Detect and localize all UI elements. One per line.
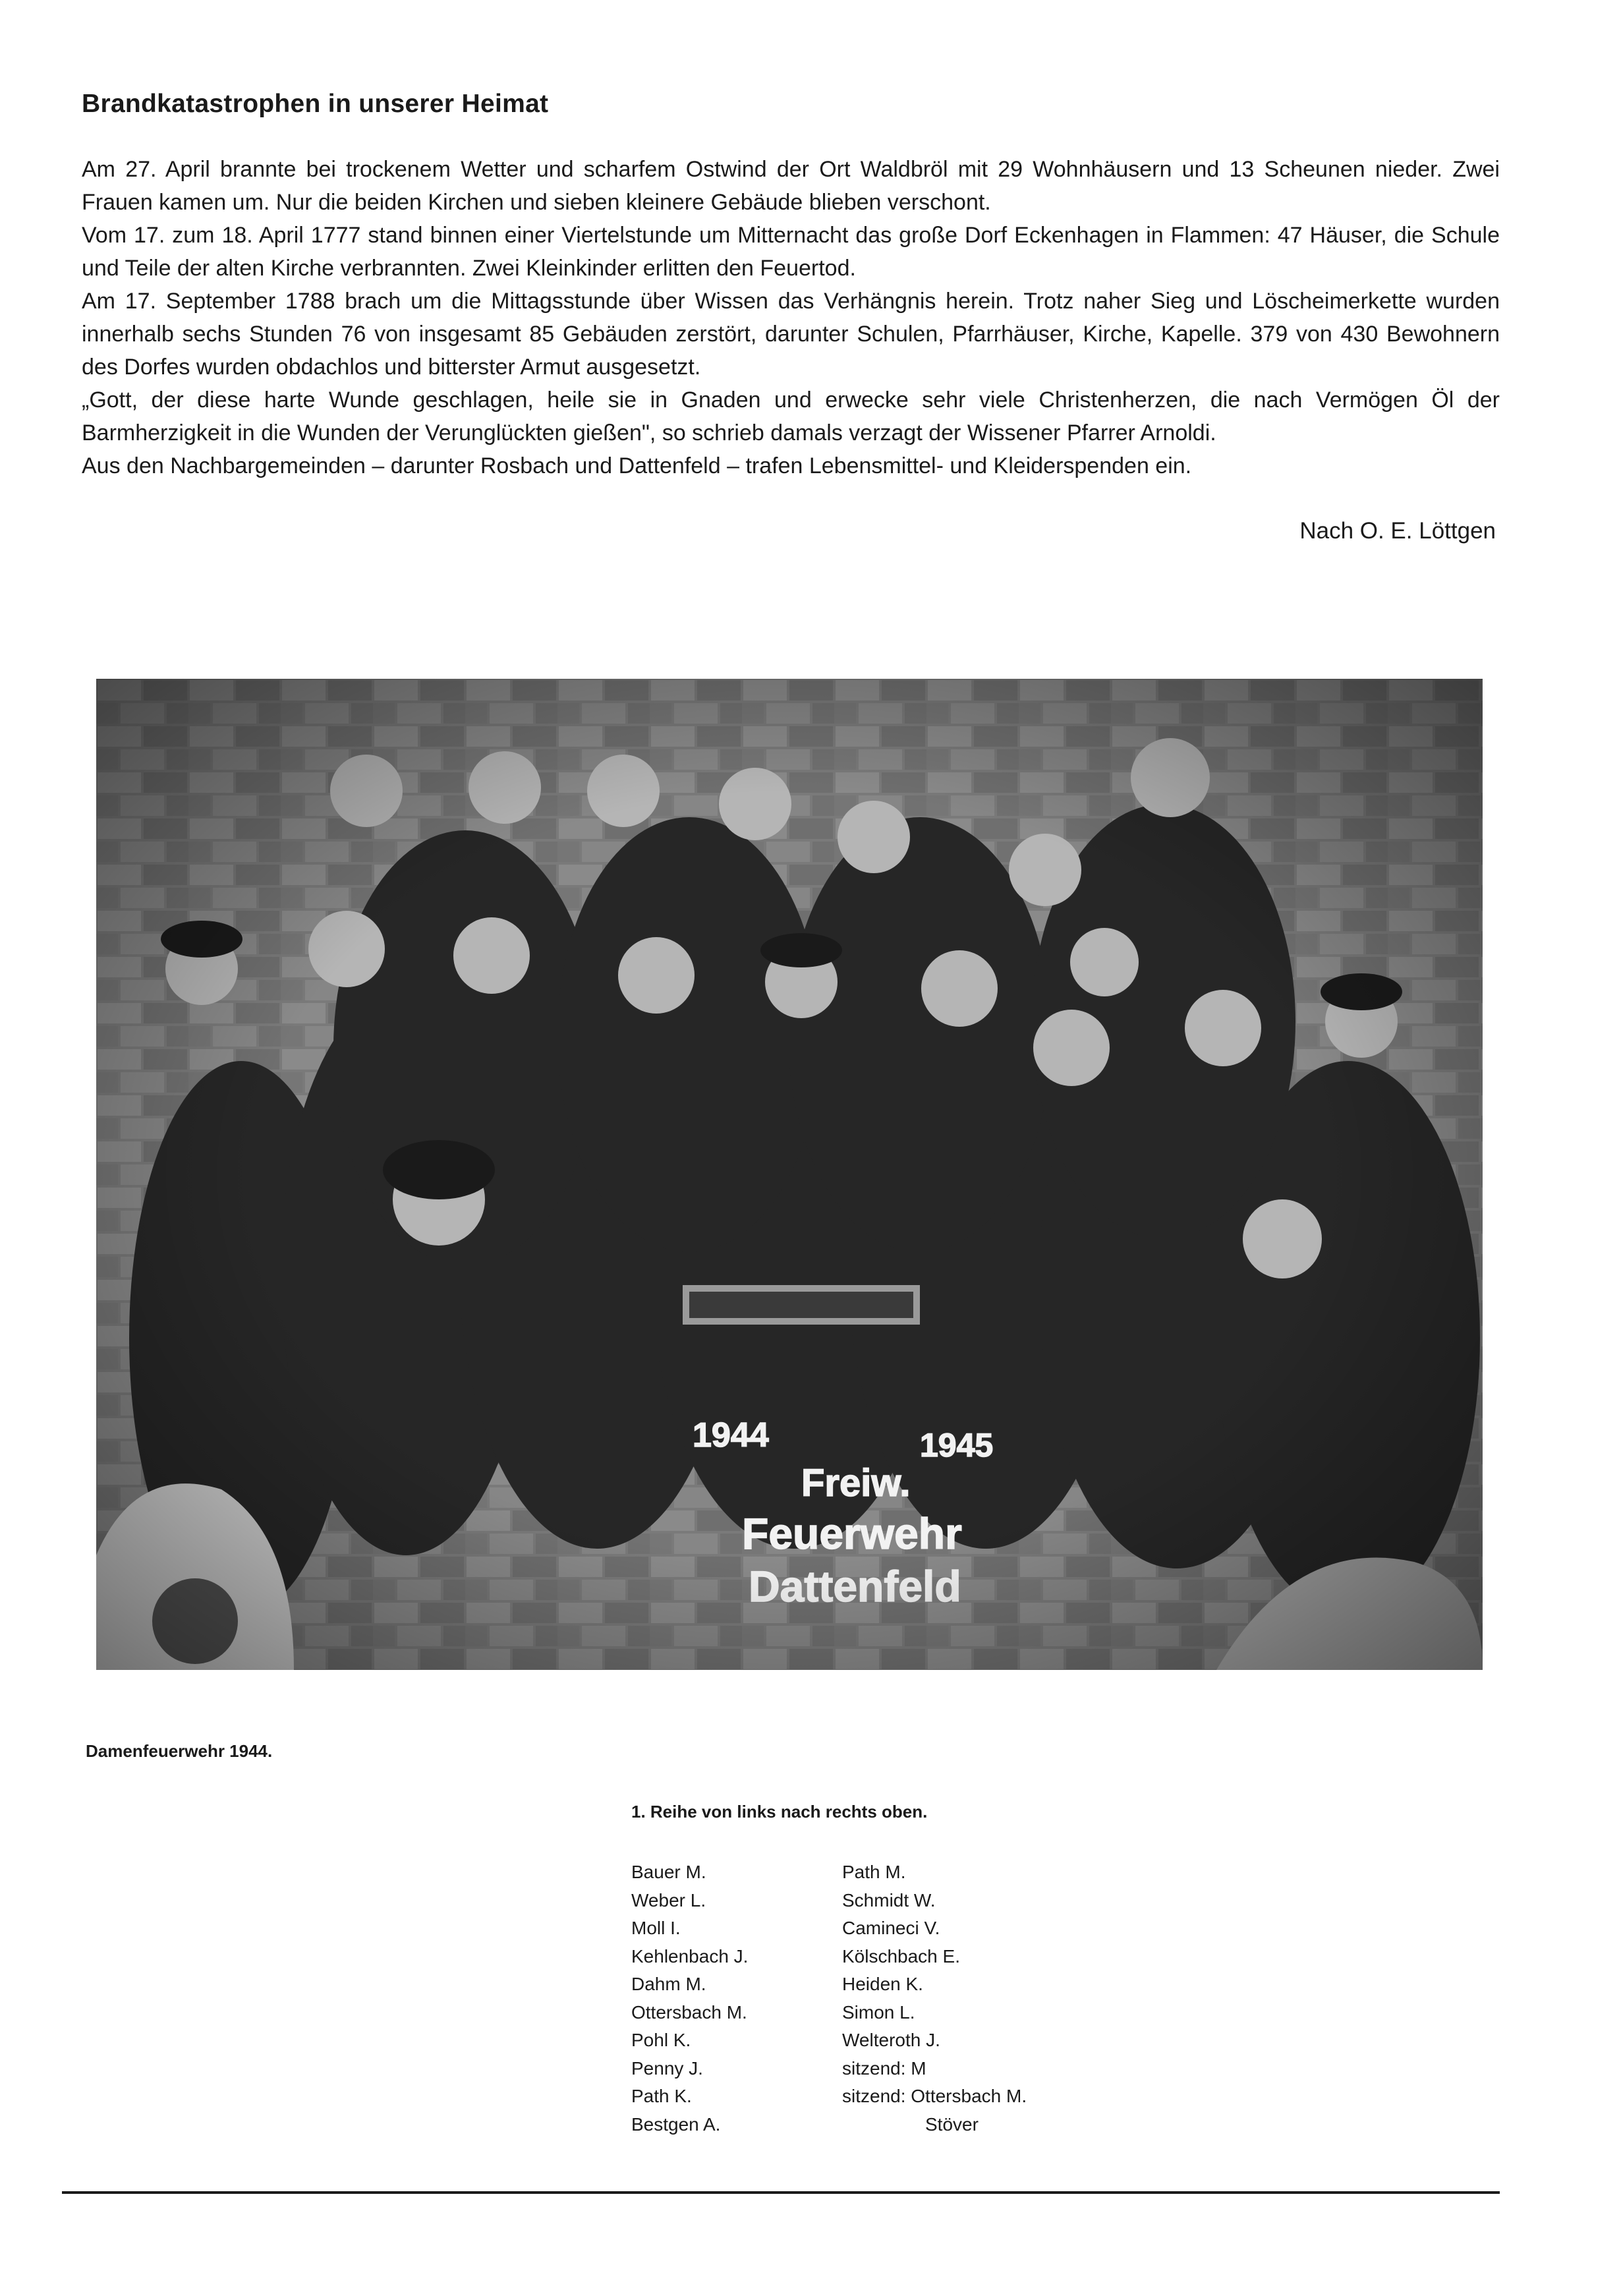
- list-item: Camineci V.: [842, 1918, 940, 1938]
- paragraph-donations: Aus den Nachbargemeinden – darunter Rosbach und Dattenfeld – trafen Lebensmittel- und Kleiderspenden ein.: [82, 453, 1192, 478]
- list-item: Path M.: [842, 1862, 906, 1882]
- list-item: Welteroth J.: [842, 2030, 940, 2050]
- list-item: Bauer M.: [631, 1862, 706, 1882]
- paragraph-quote: „Gott, der diese harte Wunde geschlagen, heile sie in Gnaden und erwecke sehr viele Christenherzen, die nach Vermögen Öl der Barmherzigkeit in die Wunden der Verunglückten gießen", so schrieb damals verzagt der Wissener Pfarrer Arnoldi.: [82, 387, 1500, 445]
- group-photo: [96, 679, 1483, 1670]
- list-item: Stöver: [925, 2113, 979, 2135]
- list-item: Kölschbach E.: [842, 1945, 960, 1966]
- list-item: Path K.: [631, 2086, 692, 2106]
- list-item: Penny J.: [631, 2057, 703, 2079]
- list-item: Weber L.: [631, 1889, 706, 1910]
- author-byline: Nach O. E. Löttgen: [1299, 518, 1496, 544]
- list-item: Schmidt W.: [842, 1889, 936, 1910]
- list-item: sitzend: M: [842, 2057, 926, 2079]
- list-item: Simon L.: [842, 2001, 915, 2023]
- bottom-divider: [62, 2191, 1500, 2194]
- paragraph-wissen: Am 17. September 1788 brach um die Mittagsstunde über Wissen das Verhängnis herein. Trotz naher Sieg und Löscheimerkette wurden innerhalb sechs Stunden 76 von insgesamt 85 Gebäuden zerstört, darunter Schulen, Pfarrhäuser, Kirche, Kapelle. 379 von 430 Bewohnern des Dorfes wurden obdachlos und bitterster Armut ausgesetzt.: [82, 289, 1500, 380]
- paragraph-waldbroel: Am 27. April brannte bei trockenem Wetter und scharfem Ostwind der Ort Waldbröl mit 29 Wohnhäusern und 13 Scheunen nieder. Zwei Frauen kamen um. Nur die beiden Kirchen und sieben kleinere Gebäude blieben verschont.: [82, 157, 1500, 215]
- list-item: Ottersbach M.: [631, 2001, 747, 2023]
- list-item: Dahm M.: [631, 1974, 706, 1994]
- list-item: Bestgen A.: [631, 2113, 721, 2135]
- paragraph-eckenhagen: Vom 17. zum 18. April 1777 stand binnen einer Viertelstunde um Mitternacht das große Dorf Eckenhagen in Flammen: 47 Häuser, die Schule und Teile der alten Kirche verbrannten. Zwei Kleinkinder erlitten den Feuertod.: [82, 223, 1500, 281]
- photo-caption: Damenfeuerwehr 1944.: [86, 1741, 273, 1761]
- list-item: Pohl K.: [631, 2030, 691, 2050]
- names-list: [631, 1858, 1027, 2138]
- list-item: Kehlenbach J.: [631, 1945, 749, 1966]
- list-item: Heiden K.: [842, 1974, 923, 1994]
- page-heading: Brandkatastrophen in unserer Heimat: [82, 90, 549, 118]
- article-body: [82, 153, 1500, 482]
- list-item: Moll I.: [631, 1918, 681, 1938]
- names-column-right: [842, 1858, 1027, 2138]
- list-item: sitzend: Ottersbach M.: [842, 2086, 1027, 2106]
- names-column-left: [631, 1858, 816, 2138]
- names-list-title: 1. Reihe von links nach rechts oben.: [631, 1802, 928, 1822]
- group-photo-drawing: [96, 679, 1483, 1670]
